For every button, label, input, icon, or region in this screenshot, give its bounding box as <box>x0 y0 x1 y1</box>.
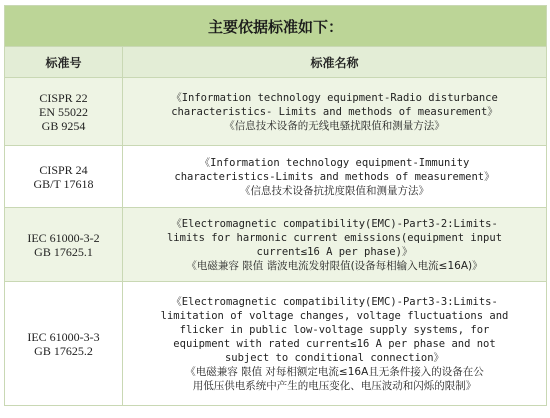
standard-number: CISPR 22 <box>39 90 88 105</box>
standard-name-en: 《Information technology equipment-Radio disturbance <box>171 91 498 104</box>
standard-name-zh: 《电磁兼容 限值 对每相额定电流≤16A且无条件接入的设备在公 <box>185 365 484 378</box>
standard-name-en: equipment with rated current≤16 A per phase and not <box>173 337 496 350</box>
table-row <box>5 282 547 406</box>
standard-name-en: 《Electromagnetic compatibility(EMC)-Part3-3:Limits- <box>171 295 498 308</box>
standard-name-en: 《Electromagnetic compatibility(EMC)-Part3-2:Limits- <box>171 217 498 230</box>
standard-name-zh: 《电磁兼容 限值 谐波电流发射限值(设备每相输入电流≤16A)》 <box>186 259 483 272</box>
standard-name-en: 《Information technology equipment-Immunity <box>199 156 470 169</box>
standard-name-en: subject to conditional connection》 <box>224 351 445 364</box>
table-row <box>5 146 547 208</box>
standard-name-en: flicker in public low-voltage supply systems, for <box>179 323 490 336</box>
standard-number: GB 17625.1 <box>34 244 93 259</box>
standard-number: IEC 61000-3-2 <box>27 230 100 245</box>
standard-name-en: current≤16 A per phase)》 <box>256 245 413 258</box>
standard-number: GB 9254 <box>41 118 86 133</box>
standard-number: GB 17625.2 <box>34 343 93 358</box>
standard-name-zh: 用低压供电系统中产生的电压变化、电压波动和闪烁的限制》 <box>192 379 477 392</box>
standard-name-cell <box>123 146 547 208</box>
standard-name-cell <box>123 282 547 406</box>
standard-name-en: limitation of voltage changes, voltage fluctuations and <box>160 309 509 322</box>
standard-name-en: limits for harmonic current emissions(equipment input <box>166 231 503 244</box>
header-standard-name: 标准名称 <box>123 47 547 78</box>
standard-name-en: characteristics- Limits and methods of measurement》 <box>171 105 498 118</box>
table-title: 主要依据标准如下： <box>5 6 547 47</box>
standard-name-cell <box>123 78 547 146</box>
standard-number: IEC 61000-3-3 <box>27 329 100 344</box>
title-row <box>5 6 547 47</box>
table-row <box>5 208 547 282</box>
table-row <box>5 78 547 146</box>
standards-table-wrapper <box>4 5 546 406</box>
standard-number-cell <box>5 208 123 282</box>
standard-number-cell <box>5 78 123 146</box>
standard-number: EN 55022 <box>39 104 88 119</box>
standards-table <box>4 5 547 406</box>
header-row <box>5 47 547 78</box>
standard-name-cell <box>123 208 547 282</box>
standard-name-zh: 《信息技术设备的无线电骚扰限值和测量方法》 <box>224 119 445 132</box>
header-standard-number: 标准号 <box>5 47 123 78</box>
standard-number: CISPR 24 <box>39 162 88 177</box>
standard-number-cell <box>5 282 123 406</box>
standard-number-cell <box>5 146 123 208</box>
standard-name-en: characteristics-Limits and methods of measurement》 <box>174 170 495 183</box>
standard-name-zh: 《信息技术设备抗扰度限值和测量方法》 <box>240 184 429 197</box>
standard-number: GB/T 17618 <box>33 176 94 191</box>
